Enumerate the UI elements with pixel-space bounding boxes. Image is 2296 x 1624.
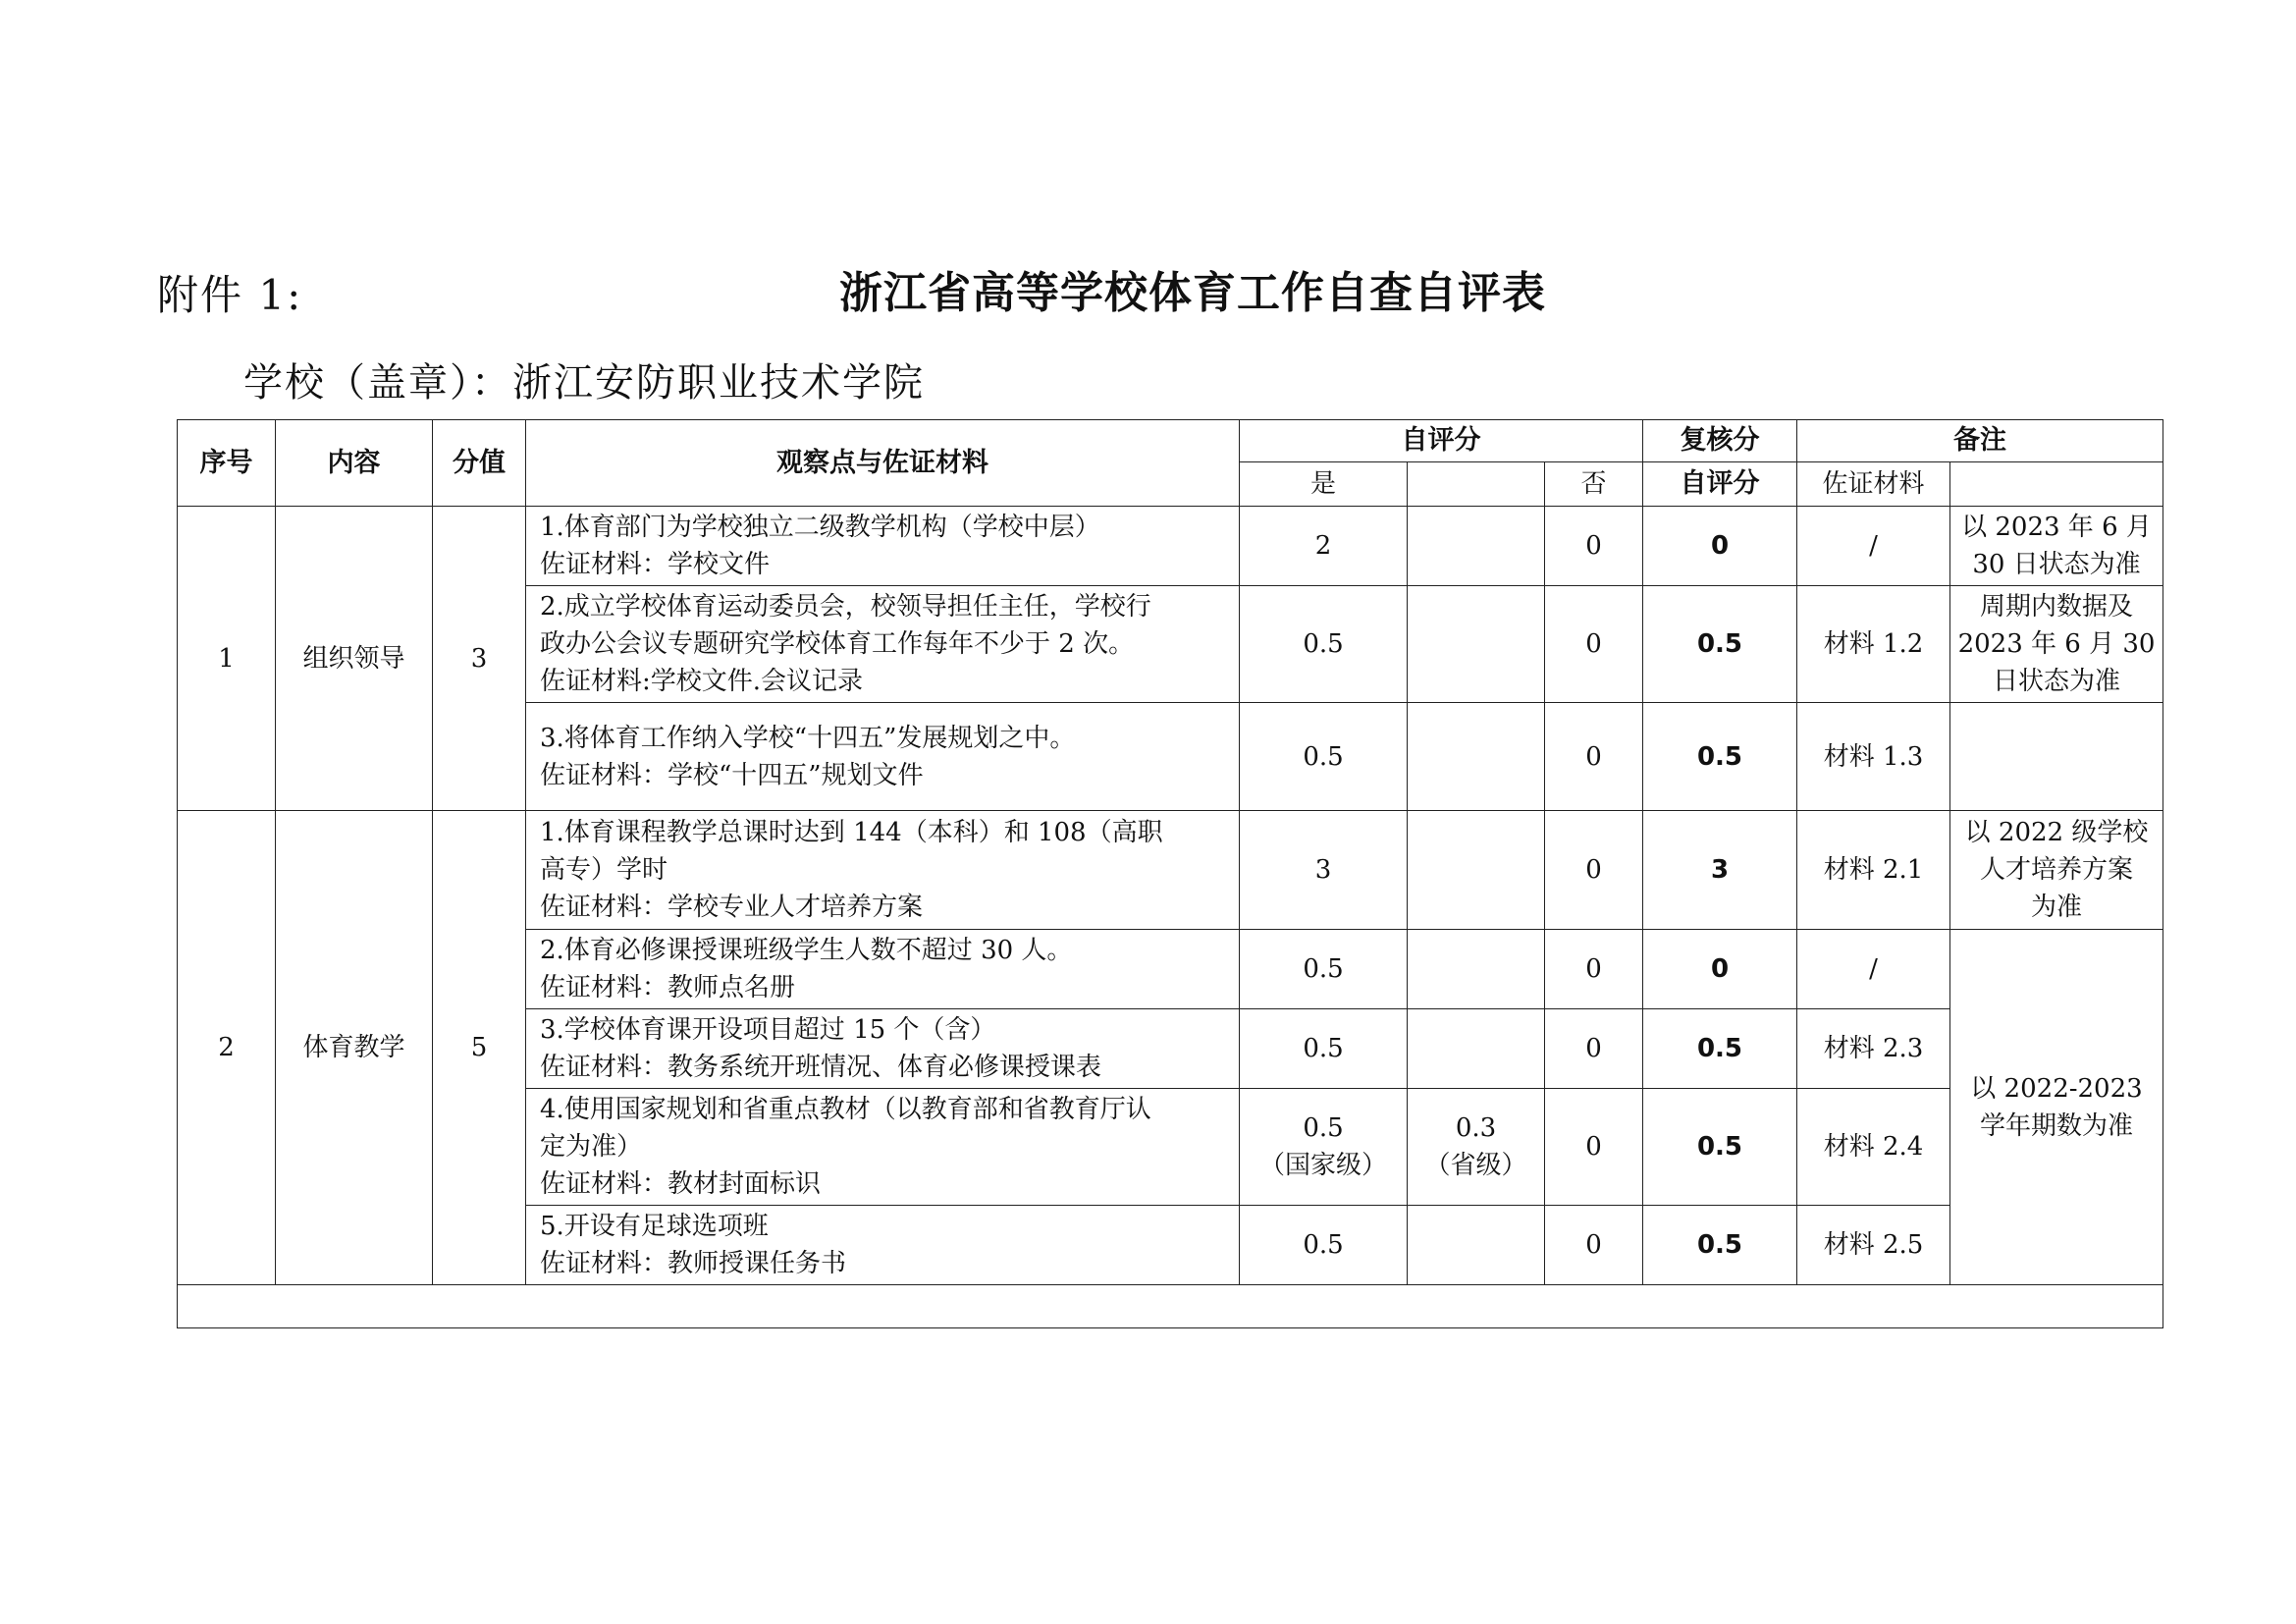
observation-cell <box>526 586 1240 703</box>
remark-line: 30 日状态为准 <box>1972 550 2141 579</box>
remark-line: 为准 <box>2030 893 2082 922</box>
remark-line: 日状态为准 <box>1992 667 2120 696</box>
observation-line: 佐证材料：学校文件 <box>540 550 771 579</box>
observation-line: 佐证材料：教师授课任务书 <box>540 1249 847 1278</box>
school-line: 学校（盖章）：浙江安防职业技术学院 <box>243 360 925 406</box>
content-cell: 组织领导 <box>276 507 433 811</box>
no-score: 0 <box>1545 930 1643 1009</box>
mid-score-value: 0.3 <box>1455 1113 1497 1143</box>
page-title: 浙江省高等学校体育工作自查自评表 <box>839 268 1546 318</box>
observation-line: 4.使用国家规划和省重点教材（以教育部和省教育厅认 <box>540 1095 1151 1124</box>
header-no: 否 <box>1545 462 1643 507</box>
mid-score <box>1408 930 1545 1009</box>
evidence-cell: 材料 2.3 <box>1797 1009 1950 1089</box>
observation-line: 佐证材料:学校文件.会议记录 <box>540 667 864 696</box>
attachment-label: 附件 1: <box>157 271 303 319</box>
merged-remark-cell <box>1950 930 2163 1285</box>
review-score: 0 <box>1643 507 1797 586</box>
remark-cell <box>1950 586 2163 703</box>
table-row <box>178 811 2163 930</box>
mid-score <box>1408 1206 1545 1285</box>
remark-cell <box>1950 507 2163 586</box>
no-score: 0 <box>1545 586 1643 703</box>
header-seq: 序号 <box>178 420 276 507</box>
review-score: 0.5 <box>1643 703 1797 811</box>
yes-score: 3 <box>1240 811 1408 930</box>
yes-score: 0.5 <box>1240 1009 1408 1089</box>
review-score: 3 <box>1643 811 1797 930</box>
blank-footer-row <box>178 1285 2163 1328</box>
review-score: 0.5 <box>1643 1089 1797 1206</box>
evidence-cell: 材料 1.2 <box>1797 586 1950 703</box>
observation-line: 佐证材料：教务系统开班情况、体育必修课授课表 <box>540 1053 1102 1082</box>
evidence-cell: 材料 2.4 <box>1797 1089 1950 1206</box>
yes-score: 0.5 <box>1240 703 1408 811</box>
remark-line: 周期内数据及 <box>1979 592 2133 622</box>
mid-score <box>1408 1089 1545 1206</box>
observation-line: 3.学校体育课开设项目超过 15 个（含） <box>540 1015 996 1045</box>
review-score: 0.5 <box>1643 1009 1797 1089</box>
header-self-eval: 自评分 <box>1240 420 1643 462</box>
review-score: 0 <box>1643 930 1797 1009</box>
observation-line: 5.开设有足球选项班 <box>540 1212 769 1241</box>
observation-line: 2.体育必修课授课班级学生人数不超过 30 人。 <box>540 936 1073 965</box>
remark-line: 2023 年 6 月 30 <box>1957 629 2156 659</box>
header-mid <box>1408 462 1545 507</box>
mid-score <box>1408 507 1545 586</box>
remark-line: 以 2023 年 6 月 <box>1961 513 2152 542</box>
yes-score: 0.5 <box>1240 930 1408 1009</box>
table-row <box>178 507 2163 586</box>
no-score: 0 <box>1545 1089 1643 1206</box>
observation-cell <box>526 1009 1240 1089</box>
observation-cell <box>526 703 1240 811</box>
remark-line: 以 2022-2023 <box>1970 1073 2143 1104</box>
evidence-cell: 材料 2.5 <box>1797 1206 1950 1285</box>
observation-line: 政办公会议专题研究学校体育工作每年不少于 2 次。 <box>540 629 1135 659</box>
mid-score <box>1408 1009 1545 1089</box>
header-yes: 是 <box>1240 462 1408 507</box>
observation-line: 1.体育部门为学校独立二级教学机构（学校中层） <box>540 513 1100 542</box>
blank-footer-cell <box>178 1285 2163 1328</box>
review-score: 0.5 <box>1643 1206 1797 1285</box>
observation-line: 定为准） <box>540 1132 643 1162</box>
no-score: 0 <box>1545 811 1643 930</box>
observation-cell <box>526 1206 1240 1285</box>
observation-cell <box>526 811 1240 930</box>
header-observation: 观察点与佐证材料 <box>526 420 1240 507</box>
header-review-self: 自评分 <box>1643 462 1797 507</box>
content-cell: 体育教学 <box>276 811 433 1285</box>
observation-line: 佐证材料：学校“十四五”规划文件 <box>540 760 924 790</box>
header-evidence: 佐证材料 <box>1797 462 1950 507</box>
yes-score-value: 0.5 <box>1303 1113 1344 1143</box>
header-review: 复核分 <box>1643 420 1797 462</box>
observation-line: 1.体育课程教学总课时达到 144（本科）和 108（高职 <box>540 818 1163 847</box>
remark-line: 学年期数为准 <box>1979 1110 2133 1141</box>
remark-cell <box>1950 811 2163 930</box>
observation-line: 佐证材料：教材封面标识 <box>540 1169 822 1199</box>
remark-cell <box>1950 703 2163 811</box>
header-remarks: 备注 <box>1797 420 2163 462</box>
no-score: 0 <box>1545 1009 1643 1089</box>
observation-line: 2.成立学校体育运动委员会，校领导担任主任，学校行 <box>540 592 1151 622</box>
seq-cell: 1 <box>178 507 276 811</box>
evidence-cell: 材料 1.3 <box>1797 703 1950 811</box>
mid-score <box>1408 586 1545 703</box>
score-cell: 5 <box>433 811 526 1285</box>
yes-score: 0.5 <box>1240 586 1408 703</box>
observation-line: 高专）学时 <box>540 855 668 885</box>
yes-score-level: （国家级） <box>1258 1151 1387 1180</box>
mid-score-level: （省级） <box>1424 1151 1527 1180</box>
seq-cell: 2 <box>178 811 276 1285</box>
mid-score <box>1408 811 1545 930</box>
observation-line: 佐证材料：教师点名册 <box>540 973 796 1002</box>
evaluation-table <box>177 419 2163 1328</box>
observation-line: 3.将体育工作纳入学校“十四五”发展规划之中。 <box>540 723 1076 753</box>
header-remark-blank <box>1950 462 2163 507</box>
evidence-cell: 材料 2.1 <box>1797 811 1950 930</box>
mid-score <box>1408 703 1545 811</box>
no-score: 0 <box>1545 507 1643 586</box>
yes-score: 0.5 <box>1240 1206 1408 1285</box>
yes-score <box>1240 1089 1408 1206</box>
review-score: 0.5 <box>1643 586 1797 703</box>
header-score: 分值 <box>433 420 526 507</box>
no-score: 0 <box>1545 703 1643 811</box>
remark-line: 人才培养方案 <box>1979 855 2133 885</box>
observation-cell <box>526 930 1240 1009</box>
remark-line: 以 2022 级学校 <box>1964 818 2149 847</box>
observation-cell <box>526 1089 1240 1206</box>
evidence-cell: / <box>1797 930 1950 1009</box>
yes-score: 2 <box>1240 507 1408 586</box>
no-score: 0 <box>1545 1206 1643 1285</box>
score-cell: 3 <box>433 507 526 811</box>
evidence-cell: / <box>1797 507 1950 586</box>
observation-cell <box>526 507 1240 586</box>
header-content: 内容 <box>276 420 433 507</box>
observation-line: 佐证材料：学校专业人才培养方案 <box>540 893 924 922</box>
